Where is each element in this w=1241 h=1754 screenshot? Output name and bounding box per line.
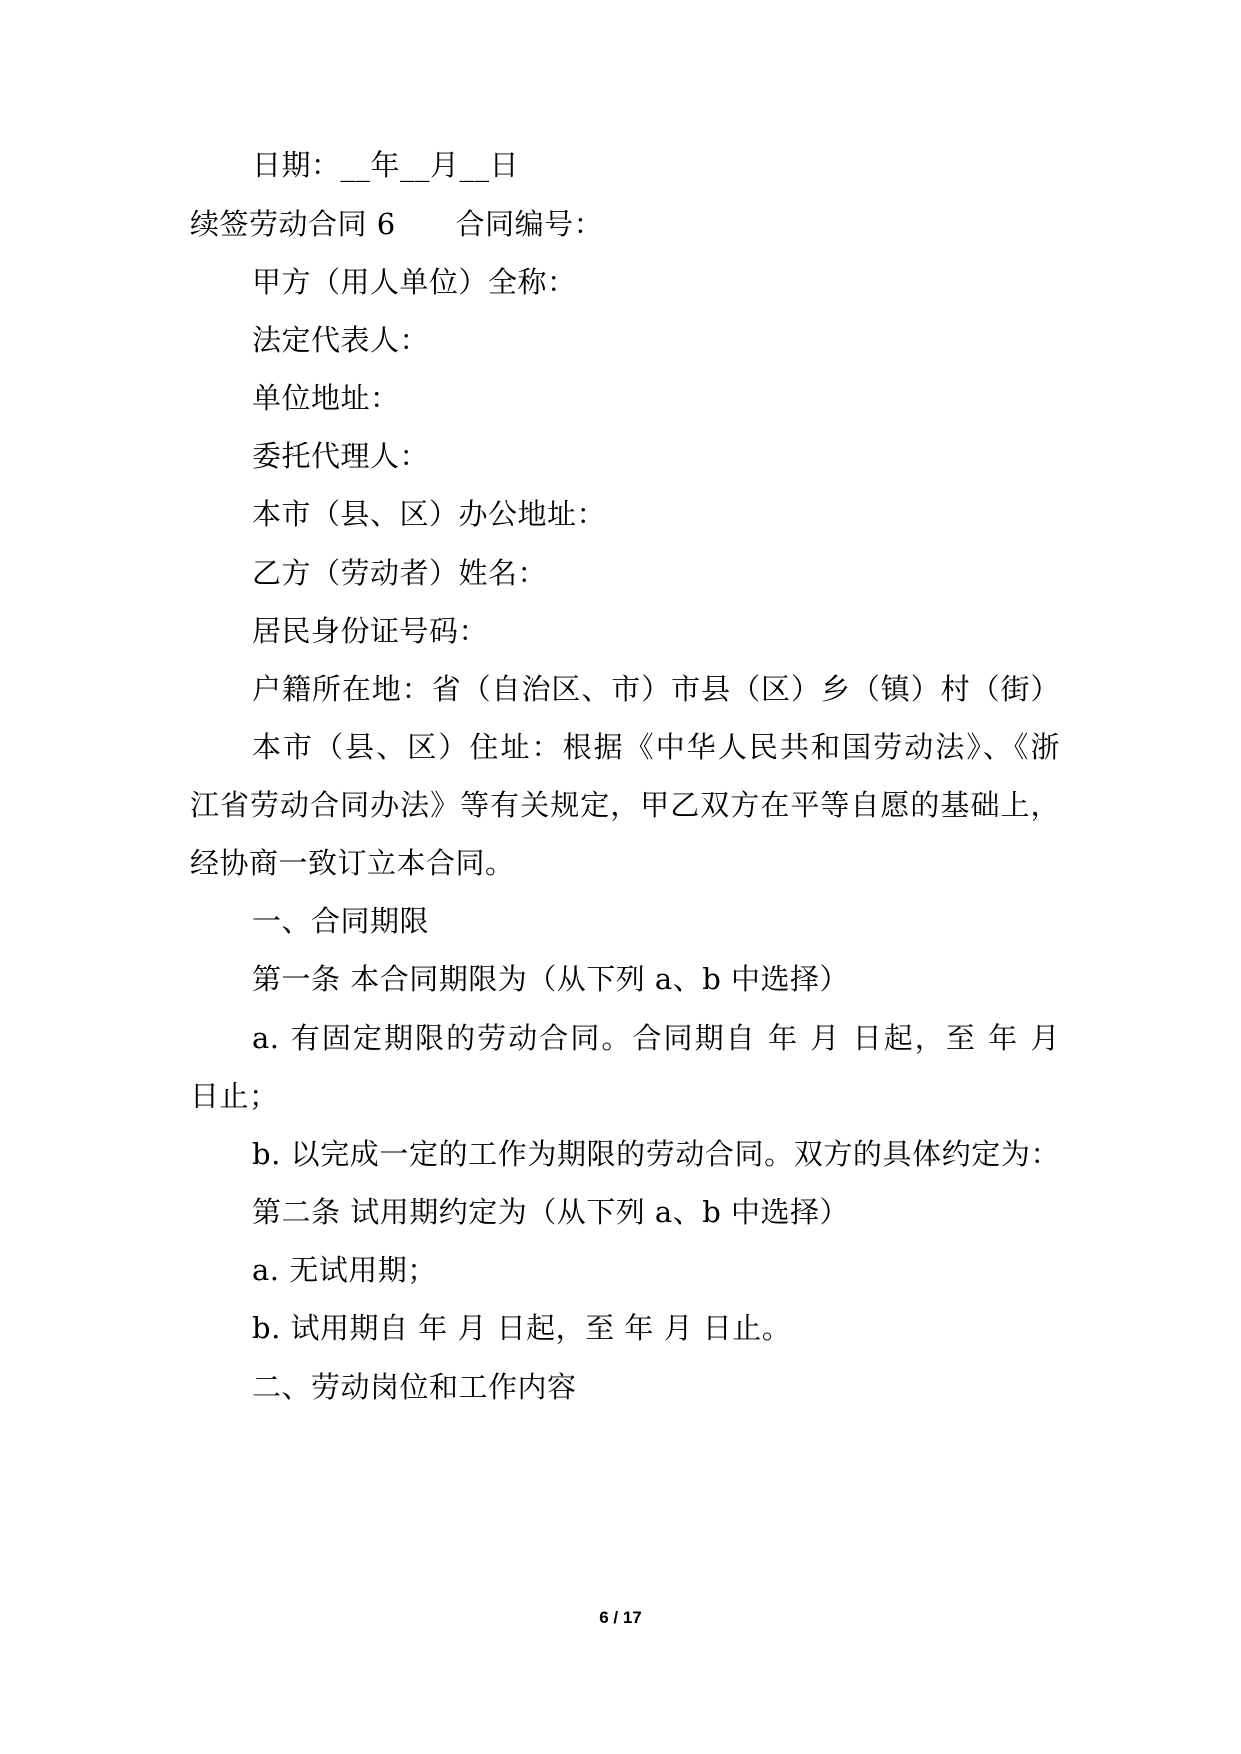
party-a-name: 甲方（用人单位）全称： [252, 265, 577, 299]
date-line: 日期：__年__月__日 [252, 148, 520, 182]
section-heading-1: 一、合同期限 [252, 904, 430, 938]
article-2-option-a: a. 无试用期； [252, 1253, 437, 1287]
contract-title: 续签劳动合同 6 [190, 207, 396, 241]
section-heading-2: 二、劳动岗位和工作内容 [252, 1370, 577, 1404]
page-number: 6 / 17 [599, 1608, 642, 1627]
contract-number-label: 合同编号： [455, 207, 604, 241]
contract-title-line [190, 204, 1060, 244]
residence-paragraph-line-2: 江省劳动合同办法》等有关规定，甲乙双方在平等自愿的基础上， [190, 788, 1060, 822]
authorized-agent: 委托代理人： [252, 439, 430, 473]
residence-paragraph-line-1: 本市（县、区）住址：根据《中华人民共和国劳动法》、《浙 [252, 730, 1060, 764]
residence-paragraph-line-3: 经协商一致订立本合同。 [190, 846, 515, 880]
article-1-option-a-line-2: 日止； [190, 1079, 279, 1113]
article-2-option-b: b. 试用期自 年 月 日起，至 年 月 日止。 [252, 1311, 792, 1345]
article-2: 第二条 试用期约定为（从下列 a、b 中选择） [252, 1195, 850, 1229]
unit-address: 单位地址： [252, 381, 400, 415]
office-address: 本市（县、区）办公地址： [252, 497, 607, 531]
article-1: 第一条 本合同期限为（从下列 a、b 中选择） [252, 962, 850, 996]
id-number: 居民身份证号码： [252, 614, 489, 648]
article-1-option-b: b. 以完成一定的工作为期限的劳动合同。双方的具体约定为： [252, 1137, 1060, 1171]
party-b-name: 乙方（劳动者）姓名： [252, 556, 548, 590]
household-registration: 户籍所在地：省（自治区、市）市县（区）乡（镇）村（街） [252, 672, 1060, 706]
article-1-option-a-line-1: a. 有固定期限的劳动合同。合同期自 年 月 日起，至 年 月 [252, 1021, 1060, 1055]
legal-representative: 法定代表人： [252, 323, 430, 357]
